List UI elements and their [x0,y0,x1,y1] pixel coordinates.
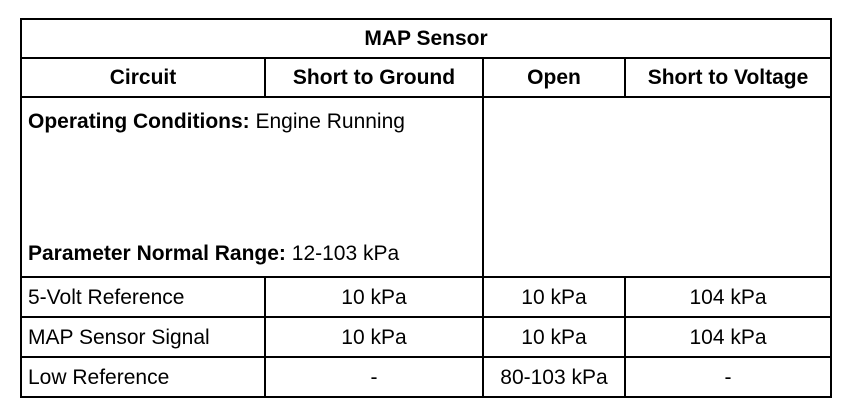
open-cell: 80-103 kPa [483,357,625,397]
open-cell: 10 kPa [483,277,625,317]
circuit-cell: Low Reference [21,357,265,397]
short-to-voltage-cell: 104 kPa [625,277,831,317]
table-title: MAP Sensor [21,19,831,58]
short-to-voltage-cell: - [625,357,831,397]
short-to-voltage-cell: 104 kPa [625,317,831,357]
conditions-cell [21,97,483,277]
circuit-cell: 5-Volt Reference [21,277,265,317]
header-row [21,58,831,97]
column-header-circuit: Circuit [21,58,265,97]
table-title-row [21,19,831,58]
short-to-ground-cell: 10 kPa [265,317,483,357]
short-to-ground-cell: 10 kPa [265,277,483,317]
table-row [21,357,831,397]
map-sensor-table [20,18,832,398]
circuit-cell: MAP Sensor Signal [21,317,265,357]
conditions-row [21,97,831,277]
conditions-empty-cell [483,97,831,277]
short-to-ground-cell: - [265,357,483,397]
column-header-short-to-ground: Short to Ground [265,58,483,97]
table-row [21,277,831,317]
column-header-short-to-voltage: Short to Voltage [625,58,831,97]
parameter-range-value: 12-103 kPa [291,242,400,265]
operating-conditions-label: Operating Conditions: [28,110,250,133]
parameter-normal-range [28,243,399,264]
column-header-open: Open [483,58,625,97]
operating-conditions [28,111,405,132]
parameter-range-label: Parameter Normal Range: [28,242,286,265]
operating-conditions-value: Engine Running [255,110,405,133]
open-cell: 10 kPa [483,317,625,357]
table-row [21,317,831,357]
